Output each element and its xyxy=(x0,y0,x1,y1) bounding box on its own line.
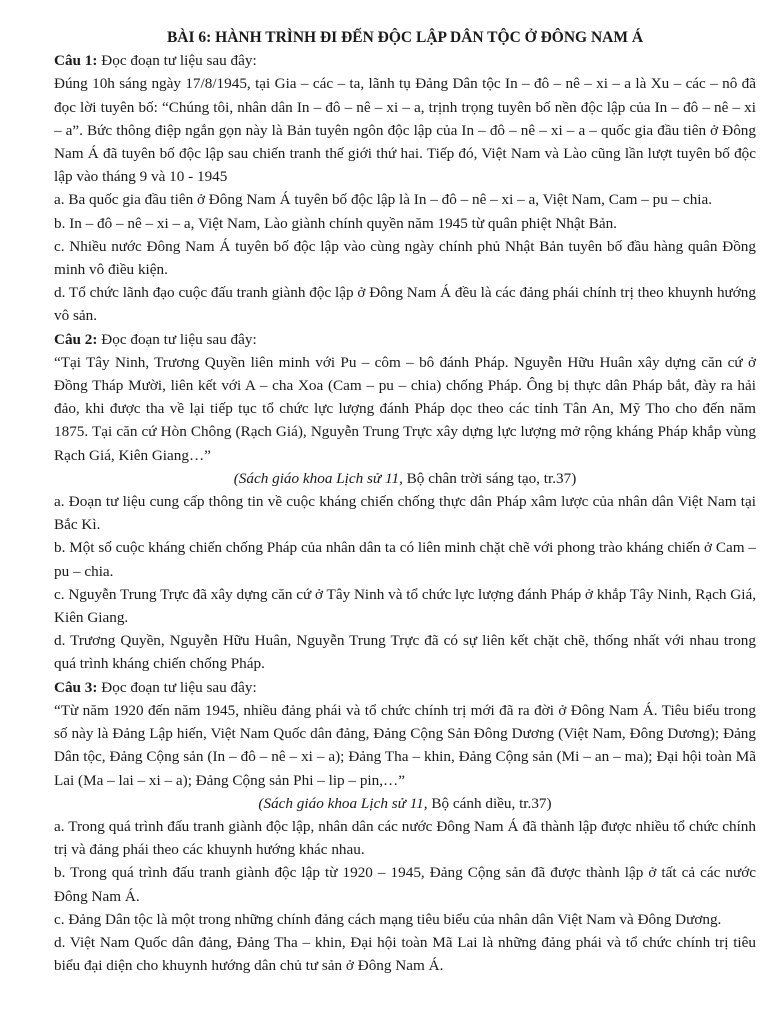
option-b: b. Trong quá trình đấu tranh giành độc lập từ 1920 – 1945, Đảng Cộng sản đã được thành lập ở tất cả các nước Đông Nam Á. xyxy=(54,864,756,905)
question-2 xyxy=(54,328,756,676)
option-b: b. Một số cuộc kháng chiến chống Pháp của nhân dân ta có liên minh chặt chẽ với phong trào kháng chiến ở Cam – pu – chia. xyxy=(54,539,756,580)
question-label: Câu 2: xyxy=(54,330,98,348)
page-title: BÀI 6: HÀNH TRÌNH ĐI ĐẾN ĐỘC LẬP DÂN TỘC Ở ĐÔNG NAM Á xyxy=(166,29,644,46)
question-intro: Đọc đoạn tư liệu sau đây: xyxy=(97,52,257,70)
option-c: c. Nhiều nước Đông Nam Á tuyên bố độc lập vào cùng ngày chính phủ Nhật Bản tuyên bố đầu hàng quân Đồng minh vô điều kiện. xyxy=(54,237,756,279)
option-a: a. Trong quá trình đấu tranh giành độc lập, nhân dân các nước Đông Nam Á đã thành lập được nhiều tổ chức chính trị và đảng phái theo các khuynh hướng khác nhau. xyxy=(54,817,756,859)
option-a: a. Ba quốc gia đầu tiên ở Đông Nam Á tuyên bố độc lập là In – đô – nê – xi – a, Việt Nam, Cam – pu – chia. xyxy=(54,191,713,209)
question-intro: Đọc đoạn tư liệu sau đây: xyxy=(97,678,257,696)
option-c: c. Nguyễn Trung Trực đã xây dựng căn cứ ở Tây Ninh và tổ chức lực lượng đánh Pháp ở khắp Tây Ninh, Rạch Giá, Kiên Giang. xyxy=(54,585,756,627)
source-book-title: (Sách giáo khoa Lịch sử 11, xyxy=(233,469,403,487)
question-passage: “Tại Tây Ninh, Trương Quyền liên minh với Pu – côm – bô đánh Pháp. Nguyễn Hữu Huân xây dựng căn cứ ở Đồng Tháp Mười, liên kết với A – cha Xoa (Cam – pu – chia) chống Pháp. Ông bị thực dân Pháp bắt, đày ra hải đảo, khi được tha về lại tiếp tục tổ chức lực lượng đánh Pháp dọc theo các tỉnh Tân An, Mỹ Tho cho đến năm 1875. Tại căn cứ Hòn Chông (Rạch Giá), Nguyễn Trung Trực xây dựng lực lượng mở rộng kháng Pháp khắp vùng Rạch Giá, Kiên Giang…” xyxy=(54,353,756,464)
option-d: d. Tổ chức lãnh đạo cuộc đấu tranh giành độc lập ở Đông Nam Á đều là các đảng phái chính trị theo khuynh hướng vô sản. xyxy=(54,284,756,325)
source-citation xyxy=(54,467,756,490)
source-details: Bộ cánh diều, tr.37) xyxy=(427,794,552,812)
source-citation xyxy=(54,792,756,815)
question-passage: “Từ năm 1920 đến năm 1945, nhiều đảng phái và tổ chức chính trị mới đã ra đời ở Đông Nam Á. Tiêu biểu trong số này là Đảng Lập hiến, Việt Nam Quốc dân đảng, Đảng Cộng Sản Đông Dương (Việt Nam, Đông Dương); Đảng Dân tộc, Đảng Cộng sản (In – đô – nê – xi – a); Đảng Tha – khin, Đảng Cộng sản (Mi – an – ma); Đại hội toàn Mã Lai (Ma – lai – xi – a); Đảng Cộng sản Phi – lip – pin,…” xyxy=(54,701,756,789)
source-book-title: (Sách giáo khoa Lịch sử 11, xyxy=(258,794,428,812)
question-passage: Đúng 10h sáng ngày 17/8/1945, tại Gia – các – ta, lãnh tụ Đảng Dân tộc In – đô – nê – xi – a là Xu – các – nô đã đọc lời tuyên bố: “Chúng tôi, nhân dân In – đô – nê – xi – a, trịnh trọng tuyên bố nền độc lập của In – đô – nê – xi – a”. Bức thông điệp ngắn gọn này là Bản tuyên ngôn độc lập của In – đô – nê – xi – a – quốc gia đầu tiên ở Đông Nam Á đã tuyên bố độc lập sau chiến tranh thế giới thứ hai. Tiếp đó, Việt Nam và Lào cũng lần lượt tuyên bố độc lập vào tháng 9 và 10 - 1945 xyxy=(54,75,756,186)
question-heading xyxy=(54,328,756,351)
question-heading xyxy=(54,49,756,72)
option-b: b. In – đô – nê – xi – a, Việt Nam, Lào giành chính quyền năm 1945 từ quân phiệt Nhật Bản. xyxy=(54,214,617,232)
question-1 xyxy=(54,49,756,327)
option-a: a. Đoạn tư liệu cung cấp thông tin về cuộc kháng chiến chống thực dân Pháp xâm lược của nhân dân Việt Nam tại Bắc Kì. xyxy=(54,493,756,534)
option-d: d. Trương Quyền, Nguyễn Hữu Huân, Nguyễn Trung Trực đã có sự liên kết chặt chẽ, thống nhất với nhau trong quá trình kháng chiến chống Pháp. xyxy=(54,632,756,673)
option-c: c. Đảng Dân tộc là một trong những chính đảng cách mạng tiêu biểu của nhân dân Việt Nam và Đông Dương. xyxy=(54,910,722,928)
question-label: Câu 3: xyxy=(54,678,98,696)
question-label: Câu 1: xyxy=(54,52,98,70)
question-3 xyxy=(54,676,756,978)
option-d: d. Việt Nam Quốc dân đảng, Đảng Tha – khin, Đại hội toàn Mã Lai là những đảng phái và tổ chức chính trị tiêu biểu đại diện cho khuynh hướng dân chủ tư sản ở Đông Nam Á. xyxy=(54,933,756,975)
question-heading xyxy=(54,676,756,699)
question-intro: Đọc đoạn tư liệu sau đây: xyxy=(97,330,257,348)
source-details: Bộ chân trời sáng tạo, tr.37) xyxy=(402,469,577,487)
